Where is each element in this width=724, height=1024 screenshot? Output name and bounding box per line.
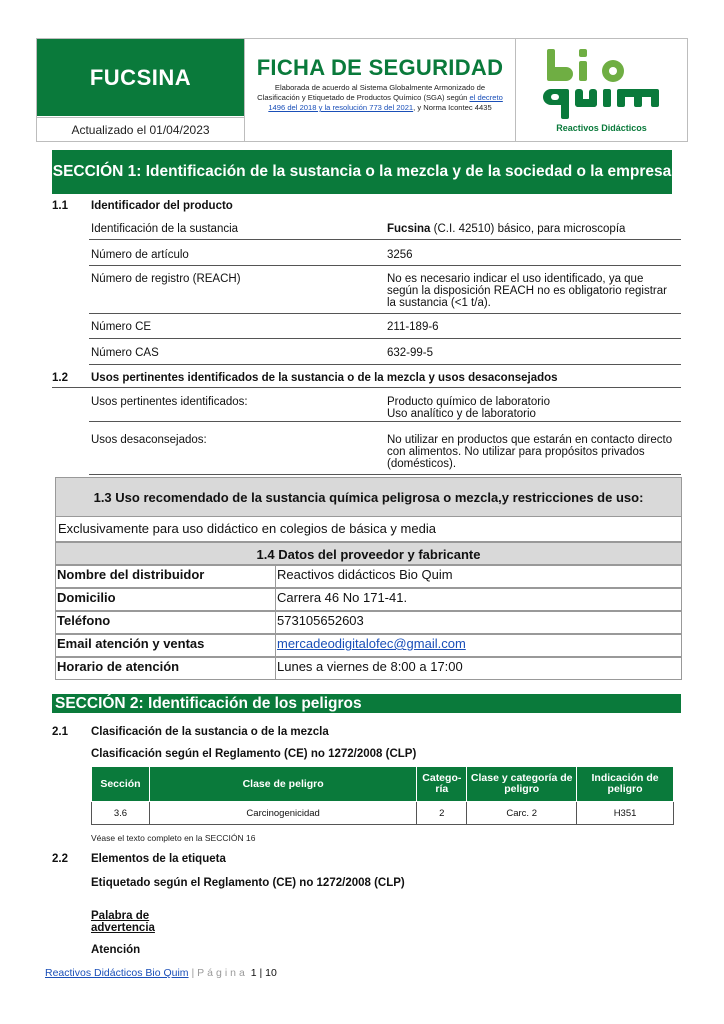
bioquim-logo: [516, 39, 687, 141]
hazard-table: [91, 766, 674, 825]
section1-banner: [52, 150, 672, 194]
decree-link[interactable]: el decreto 1496 del 2018 y la resolución 773 del 2021: [268, 93, 503, 112]
hours-label: Horario de atención: [57, 659, 180, 674]
phone-value: 573105652603: [277, 613, 364, 628]
s11-number: 1.1: [52, 200, 68, 212]
row-reach-value: No es necesario indicar el uso identificado, ya que según la disposición REACH no es obligatorio registrar la sustancia (<1 t/a).: [387, 273, 667, 309]
cell-section: 3.6: [92, 802, 150, 825]
s12-title: Usos pertinentes identificados de la sustancia o de la mezcla y usos desaconsejados: [91, 372, 558, 384]
s13-title: 1.3 Uso recomendado de la sustancia química peligrosa o mezcla,y restricciones de uso:: [93, 490, 644, 505]
footer-page-number: 1 | 10: [250, 967, 277, 979]
row-reach-label: Número de registro (REACH): [91, 273, 241, 285]
product-name-box: [37, 39, 244, 116]
bioquim-logo-icon: [541, 47, 663, 121]
col-header-class-category: Clase y categoría de peligro: [467, 767, 577, 802]
s11-title: Identificador del producto: [91, 200, 233, 212]
s13-body: [55, 516, 682, 542]
row-substance-label: Identificación de la sustancia: [91, 223, 239, 235]
divider: [89, 474, 681, 475]
row-article-label: Número de artículo: [91, 249, 189, 261]
hours-value: Lunes a viernes de 8:00 a 17:00: [277, 659, 463, 674]
logo-caption: Reactivos Didácticos: [556, 123, 647, 133]
table-row: [92, 802, 674, 825]
section1-title: SECCIÓN 1: Identificación de la sustancia o la mezcla y de la sociedad o la empresa: [52, 163, 672, 180]
hazard-table-header: [92, 767, 674, 802]
row-cas-label: Número CAS: [91, 347, 159, 359]
signal-word-label: [91, 910, 155, 934]
divider: [89, 265, 681, 266]
header-title-block: [244, 39, 516, 141]
address-value: Carrera 46 No 171-41.: [277, 590, 408, 605]
see-section16-note: Véase el texto completo en la SECCIÓN 16: [91, 833, 256, 843]
page-footer: [45, 967, 277, 979]
ficha-title: FICHA DE SEGURIDAD: [256, 55, 504, 80]
uses-discouraged-value: No utilizar en productos que estarán en contacto directo con alimentos. No utilizar para propósitos privados (domésticos).: [387, 434, 673, 470]
cell-class: Carcinogenicidad: [149, 802, 416, 825]
col-header-indication: Indicación de peligro: [577, 767, 674, 802]
uses-identified-label: Usos pertinentes identificados:: [91, 396, 248, 408]
distributor-value: Reactivos didácticos Bio Quim: [277, 567, 453, 582]
footer-brand-link[interactable]: Reactivos Didácticos Bio Quim: [45, 967, 189, 979]
uses-identified-value-2: Uso analítico y de laboratorio: [387, 408, 536, 420]
s22-title: Elementos de la etiqueta: [91, 853, 226, 865]
uses-discouraged-label: Usos desaconsejados:: [91, 434, 207, 446]
section2-title: SECCIÓN 2: Identificación de los peligros: [55, 695, 362, 712]
s12-number: 1.2: [52, 372, 68, 384]
divider: [52, 387, 681, 388]
document-header: [36, 38, 688, 142]
ficha-description: [245, 81, 515, 113]
s21-subtitle: Clasificación según el Reglamento (CE) no 1272/2008 (CLP): [91, 748, 417, 760]
distributor-label: Nombre del distribuidor: [57, 567, 205, 582]
cell-class-category: Carc. 2: [467, 802, 577, 825]
address-label: Domicilio: [57, 590, 116, 605]
divider: [89, 313, 681, 314]
ficha-desc-text-1: Elaborada de acuerdo al Sistema Globalmente Armonizado de Clasificación y Etiquetado de Productos Químico (SGA) según: [257, 83, 486, 102]
product-name: FUCSINA: [89, 64, 192, 90]
s14-title: 1.4 Datos del proveedor y fabricante: [256, 547, 481, 562]
phone-label: Teléfono: [57, 613, 111, 628]
col-header-class: Clase de peligro: [149, 767, 416, 802]
col-header-section: Sección: [92, 767, 150, 802]
substance-desc: (C.I. 42510) básico, para microscopía: [430, 223, 626, 235]
row-cas-value: 632-99-5: [387, 347, 434, 359]
updated-date: Actualizado el 01/04/2023: [37, 117, 244, 142]
uses-identified-value-1: Producto químico de laboratorio: [387, 396, 551, 408]
substance-name: Fucsina: [387, 223, 431, 235]
row-substance-value: [387, 223, 625, 235]
cell-indication: H351: [577, 802, 674, 825]
ficha-desc-text-2: , y Norma Icontec 4435: [413, 103, 492, 112]
s14-header: [55, 542, 682, 565]
cell-category: 2: [417, 802, 467, 825]
header-left-block: [37, 39, 244, 141]
footer-page-word: Página: [197, 967, 248, 979]
divider: [89, 364, 681, 365]
col-header-category: Catego-ría: [417, 767, 467, 802]
signal-label-line-2: advertencia: [91, 922, 155, 934]
section2-banner: [52, 694, 681, 713]
divider: [89, 239, 681, 240]
footer-separator: |: [191, 967, 195, 979]
row-article-value: 3256: [387, 249, 413, 261]
email-label: Email atención y ventas: [57, 636, 205, 651]
divider: [89, 421, 681, 422]
s13-header: [55, 477, 682, 517]
s21-title: Clasificación de la sustancia o de la mezcla: [91, 726, 329, 738]
s22-subtitle: Etiquetado según el Reglamento (CE) no 1272/2008 (CLP): [91, 877, 405, 889]
row-ce-label: Número CE: [91, 321, 152, 333]
signal-word: Atención: [91, 944, 141, 956]
divider: [89, 338, 681, 339]
row-ce-value: 211-189-6: [387, 321, 439, 333]
s21-number: 2.1: [52, 726, 68, 738]
s22-number: 2.2: [52, 853, 68, 865]
signal-label-line-1: Palabra de: [91, 910, 150, 922]
email-link[interactable]: mercadeodigitalofec@gmail.com: [277, 636, 466, 651]
s13-text: Exclusivamente para uso didáctico en colegios de básica y media: [58, 521, 436, 536]
